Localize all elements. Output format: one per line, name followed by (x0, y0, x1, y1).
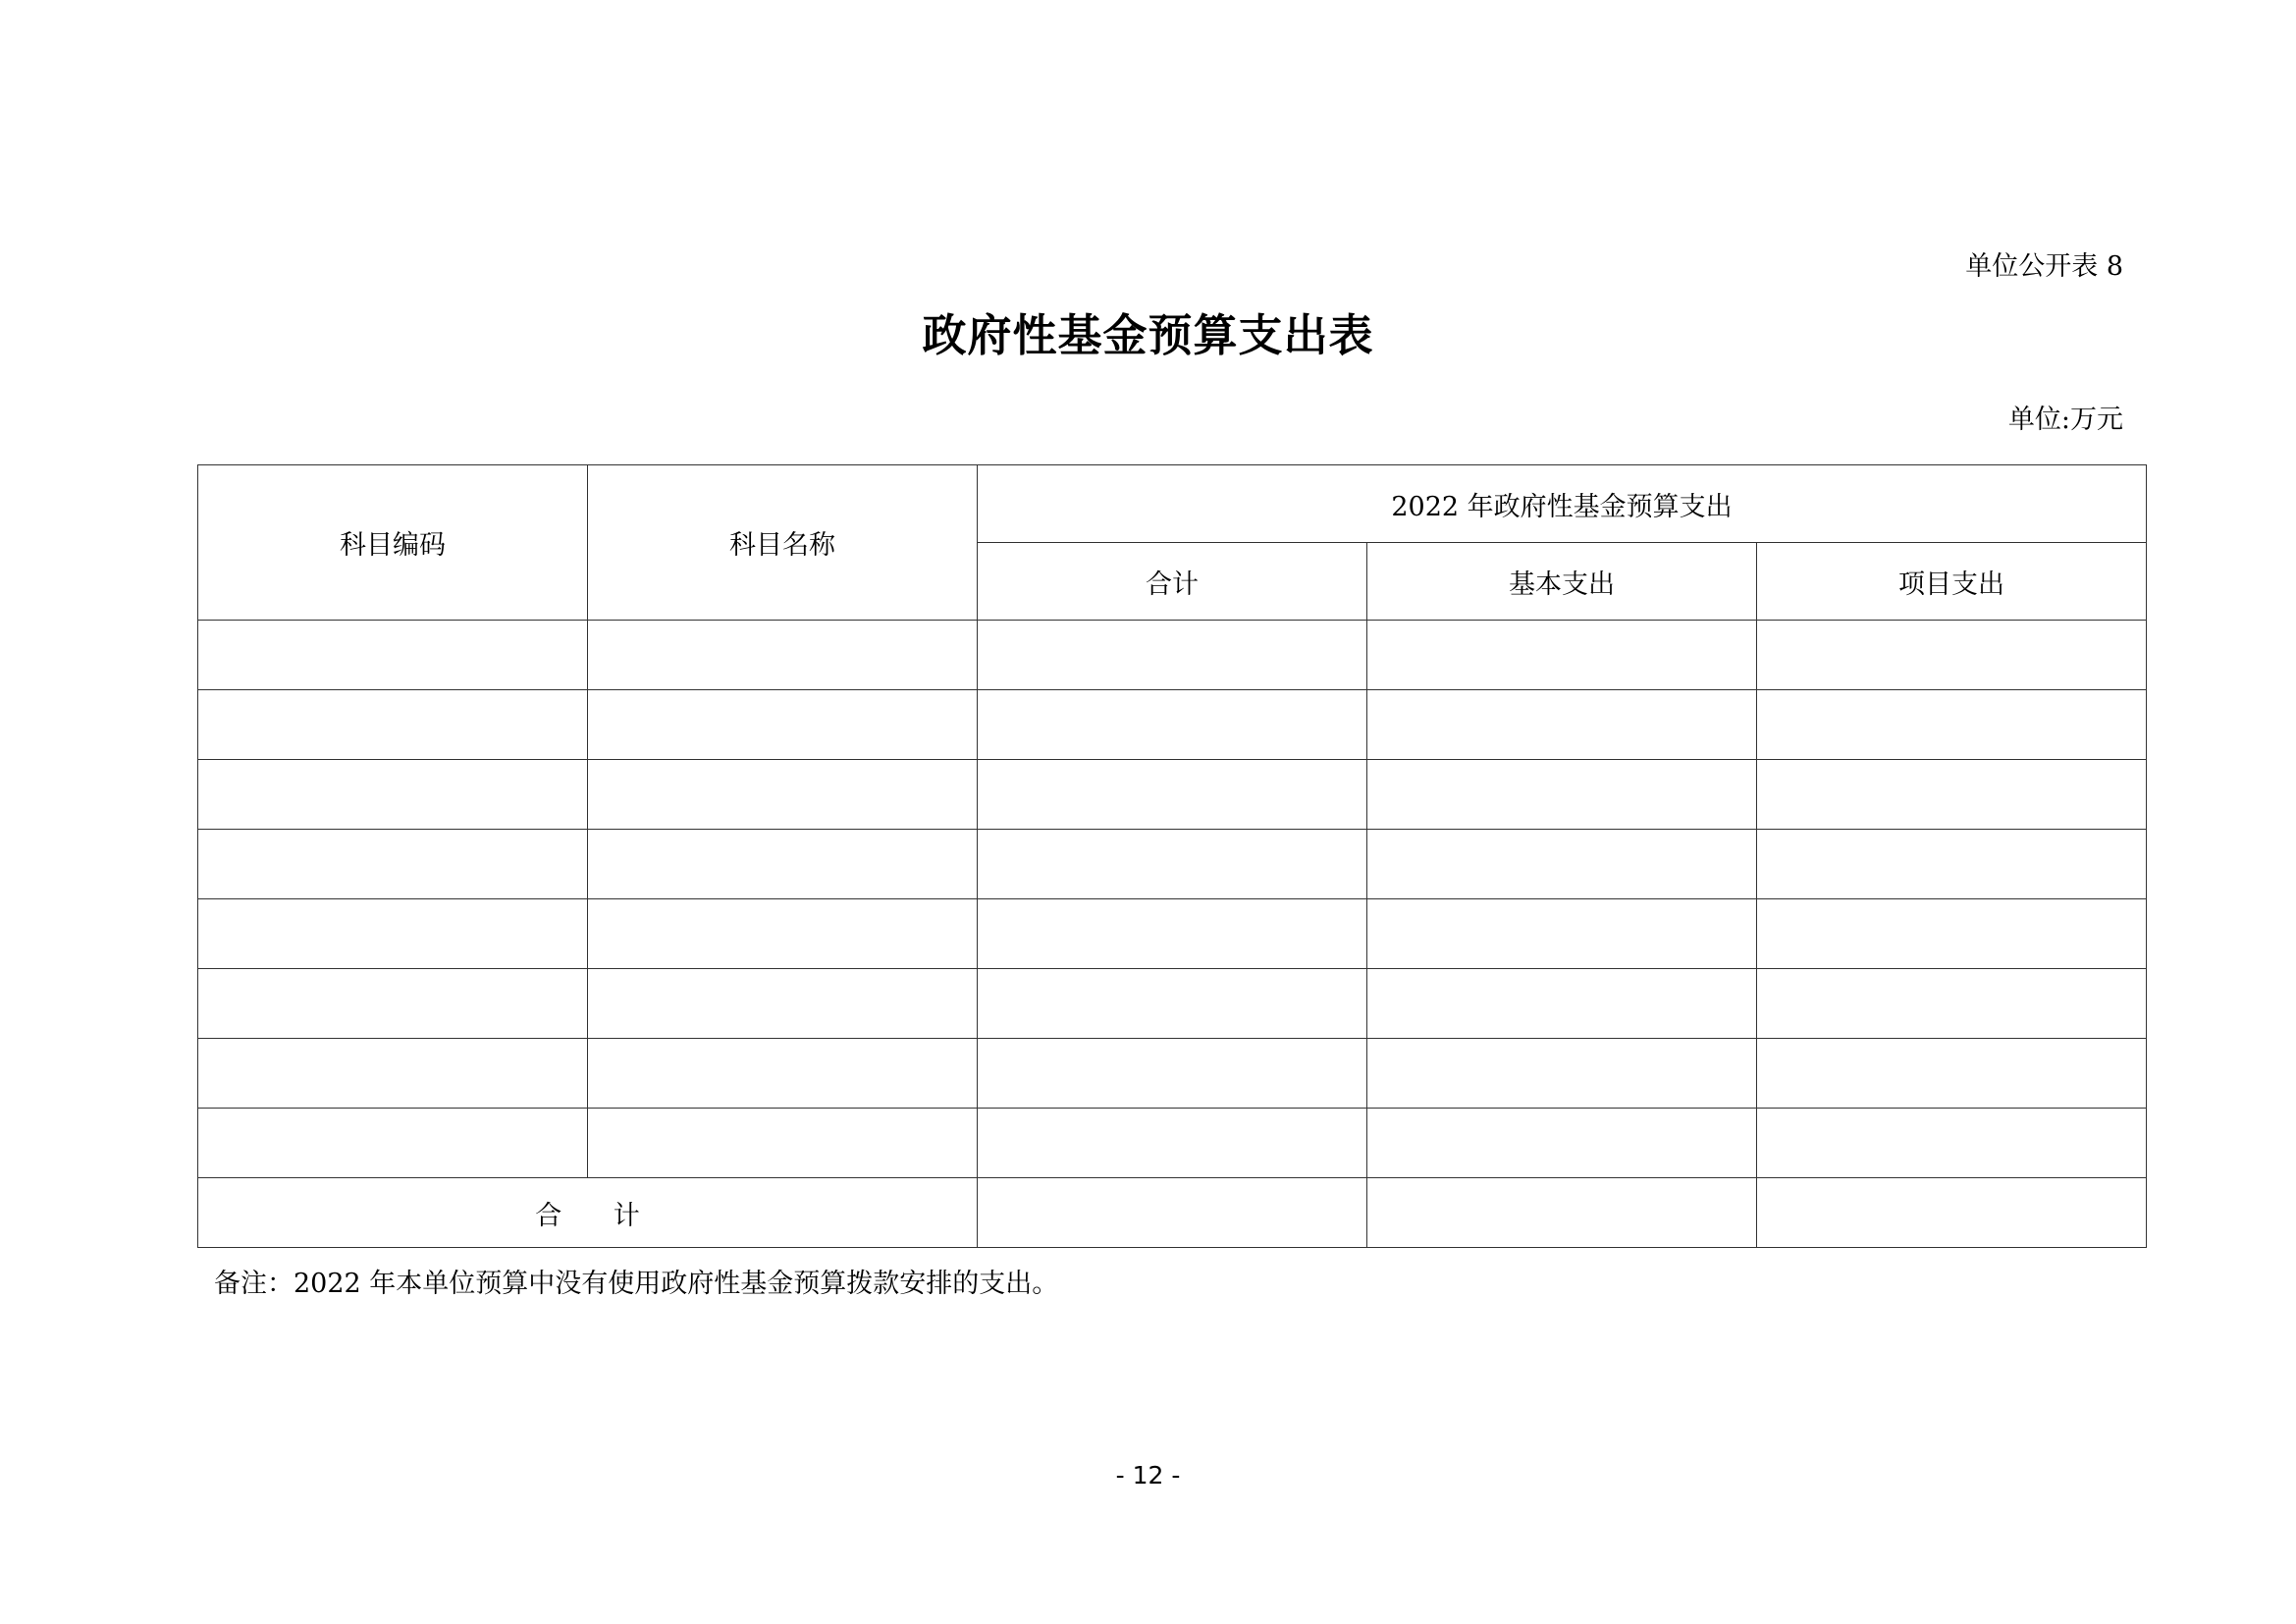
total-cell (1757, 1178, 2147, 1248)
table-cell (198, 1109, 588, 1178)
total-cell (1367, 1178, 1757, 1248)
table-cell (198, 1039, 588, 1109)
table-row (198, 830, 2147, 899)
total-cell (978, 1178, 1367, 1248)
column-group-header: 2022 年政府性基金预算支出 (978, 465, 2147, 543)
table-cell (1367, 621, 1757, 690)
table-cell (1367, 760, 1757, 830)
table-cell (978, 690, 1367, 760)
table-cell (1367, 899, 1757, 969)
budget-table (197, 464, 2147, 1248)
table-cell (1757, 1109, 2147, 1178)
table-cell (198, 830, 588, 899)
table-cell (1757, 760, 2147, 830)
total-row (198, 1178, 2147, 1248)
table-cell (978, 1039, 1367, 1109)
table-cell (978, 760, 1367, 830)
table-row (198, 760, 2147, 830)
table-cell (588, 969, 978, 1039)
table-cell (978, 899, 1367, 969)
table-cell (1757, 899, 2147, 969)
table-cell (198, 899, 588, 969)
table-row (198, 969, 2147, 1039)
table-cell (198, 690, 588, 760)
table-row (198, 621, 2147, 690)
column-header-code: 科目编码 (198, 465, 588, 621)
table-cell (1367, 690, 1757, 760)
table-cell (978, 830, 1367, 899)
table-cell (1367, 1039, 1757, 1109)
table-row (198, 899, 2147, 969)
table-cell (588, 830, 978, 899)
table-cell (1757, 969, 2147, 1039)
table-cell (1367, 969, 1757, 1039)
total-row-label: 合 计 (198, 1178, 978, 1248)
table-cell (1757, 830, 2147, 899)
table-cell (588, 1109, 978, 1178)
table-cell (1367, 1109, 1757, 1178)
table-cell (588, 690, 978, 760)
table-cell (198, 760, 588, 830)
column-header-total: 合计 (978, 543, 1367, 621)
page-number: - 12 - (1115, 1461, 1181, 1489)
table-cell (1757, 1039, 2147, 1109)
table-cell (1757, 621, 2147, 690)
table-row (198, 690, 2147, 760)
table-cell (978, 621, 1367, 690)
table-row (198, 1109, 2147, 1178)
table-cell (1757, 690, 2147, 760)
column-header-name: 科目名称 (588, 465, 978, 621)
table-row (198, 1039, 2147, 1109)
column-header-basic: 基本支出 (1367, 543, 1757, 621)
table-cell (588, 1039, 978, 1109)
unit-label: 单位:万元 (2007, 405, 2123, 435)
footnote: 备注：2022 年本单位预算中没有使用政府性基金预算拨款安排的支出。 (214, 1269, 1059, 1299)
table-cell (978, 1109, 1367, 1178)
table-cell (588, 621, 978, 690)
table-cell (588, 760, 978, 830)
table-cell (198, 969, 588, 1039)
column-header-project: 项目支出 (1757, 543, 2147, 621)
table-cell (588, 899, 978, 969)
table-cell (978, 969, 1367, 1039)
table-cell (1367, 830, 1757, 899)
table-cell (198, 621, 588, 690)
page-title: 政府性基金预算支出表 (922, 309, 1374, 361)
table-label: 单位公开表 8 (1965, 251, 2123, 282)
header-row (198, 465, 2147, 543)
